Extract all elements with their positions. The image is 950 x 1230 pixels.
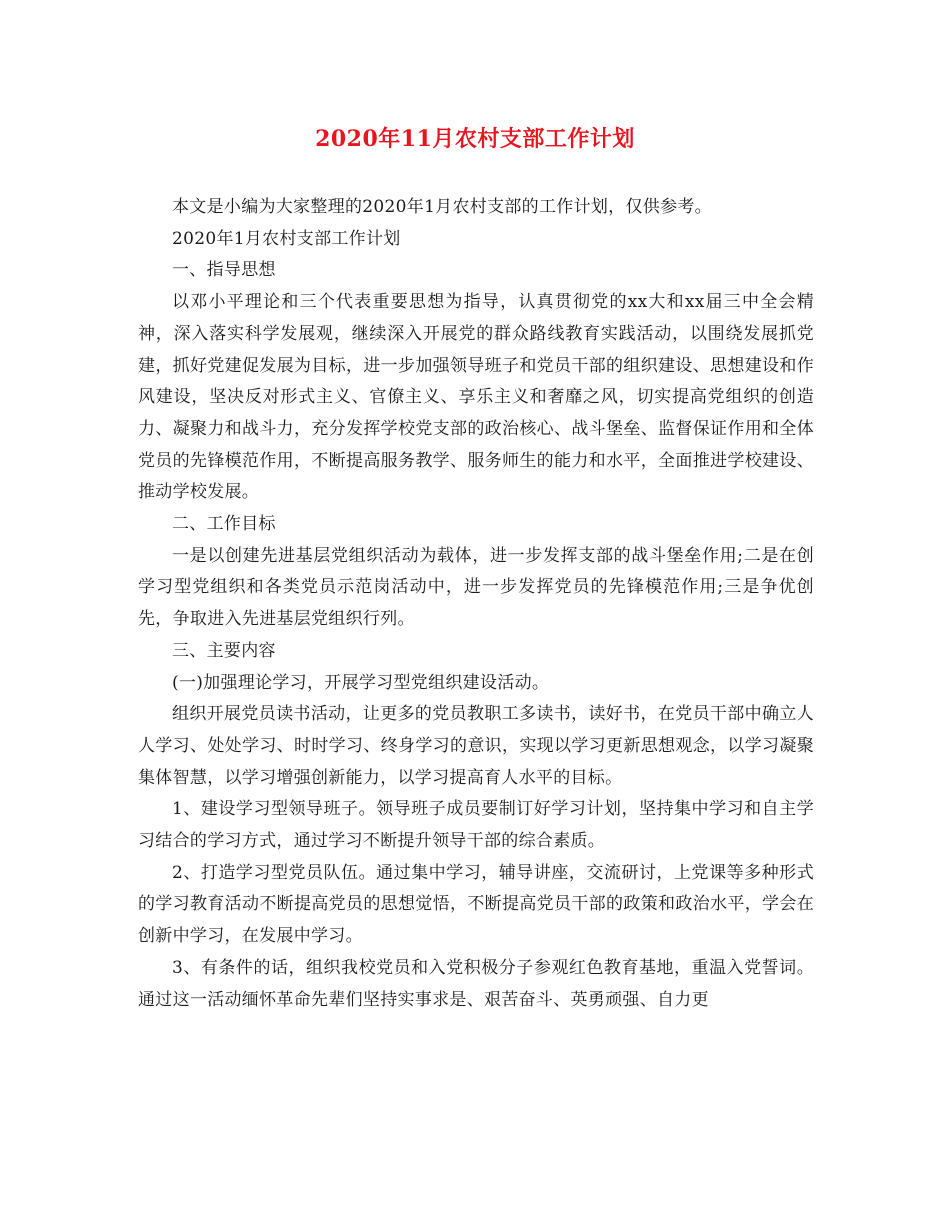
section-heading-main-content: 三、主要内容 [172, 640, 276, 661]
intro-paragraph: 本文是小编为大家整理的2020年1月农村支部的工作计划，仅供参考。 [172, 197, 712, 217]
item-2-paragraph: 2、打造学习型党员队伍。通过集中学习，辅导讲座，交流研讨，上党课等多种形式的学习教育活动不断提高党员的思想觉悟，不断提高党员干部的政策和政治水平，学会在创新中学习，在发展中学习。 [138, 862, 814, 947]
subsection-heading-theory-study: (一)加强理论学习，开展学习型党组织建设活动。 [172, 672, 550, 693]
section-heading-guiding-ideology: 一、指导思想 [172, 260, 276, 281]
subtitle-paragraph: 2020年1月农村支部工作计划 [172, 228, 401, 249]
document-title: 2020年11月农村支部工作计划 [315, 126, 635, 152]
guiding-ideology-paragraph: 以邓小平理论和三个代表重要思想为指导，认真贯彻党的xx大和xx届三中全会精神，深入落实科学发展观，继续深入开展党的群众路线教育实践活动，以围绕发展抓党建，抓好党建促发展为目标，进一步加强领导班子和党员干部的组织建设、思想建设和作风建设，坚决反对形式主义、官僚主义、享乐主义和奢靡之风，切实提高党组织的创造力、凝聚力和战斗力，充分发挥学校党支部的政治核心、战斗堡垒、监督保证作用和全体党员的先锋模范作用，不断提高服务教学、服务师生的能力和水平，全面推进学校建设、推动学校发展。 [138, 292, 814, 503]
item-1-paragraph: 1、建设学习型领导班子。领导班子成员要制订好学习计划，坚持集中学习和自主学习结合的学习方式，通过学习不断提升领导干部的综合素质。 [138, 799, 814, 852]
section-heading-work-goals: 二、工作目标 [172, 514, 276, 535]
reading-activity-paragraph: 组织开展党员读书活动，让更多的党员教职工多读书，读好书，在党员干部中确立人人学习、处处学习、时时学习、终身学习的意识，实现以学习更新思想观念，以学习凝聚集体智慧，以学习增强创新能力，以学习提高育人水平的目标。 [138, 704, 814, 788]
document-body [138, 192, 814, 1016]
work-goals-paragraph: 一是以创建先进基层党组织活动为载体，进一步发挥支部的战斗堡垒作用;二是在创学习型党组织和各类党员示范岗活动中，进一步发挥党员的先锋模范作用;三是争优创先，争取进入先进基层党组织行列。 [138, 545, 814, 630]
item-3-paragraph: 3、有条件的话，组织我校党员和入党积极分子参观红色教育基地，重温入党誓词。通过这一活动缅怀革命先辈们坚持实事求是、艰苦奋斗、英勇顽强、自力更 [138, 957, 814, 1010]
